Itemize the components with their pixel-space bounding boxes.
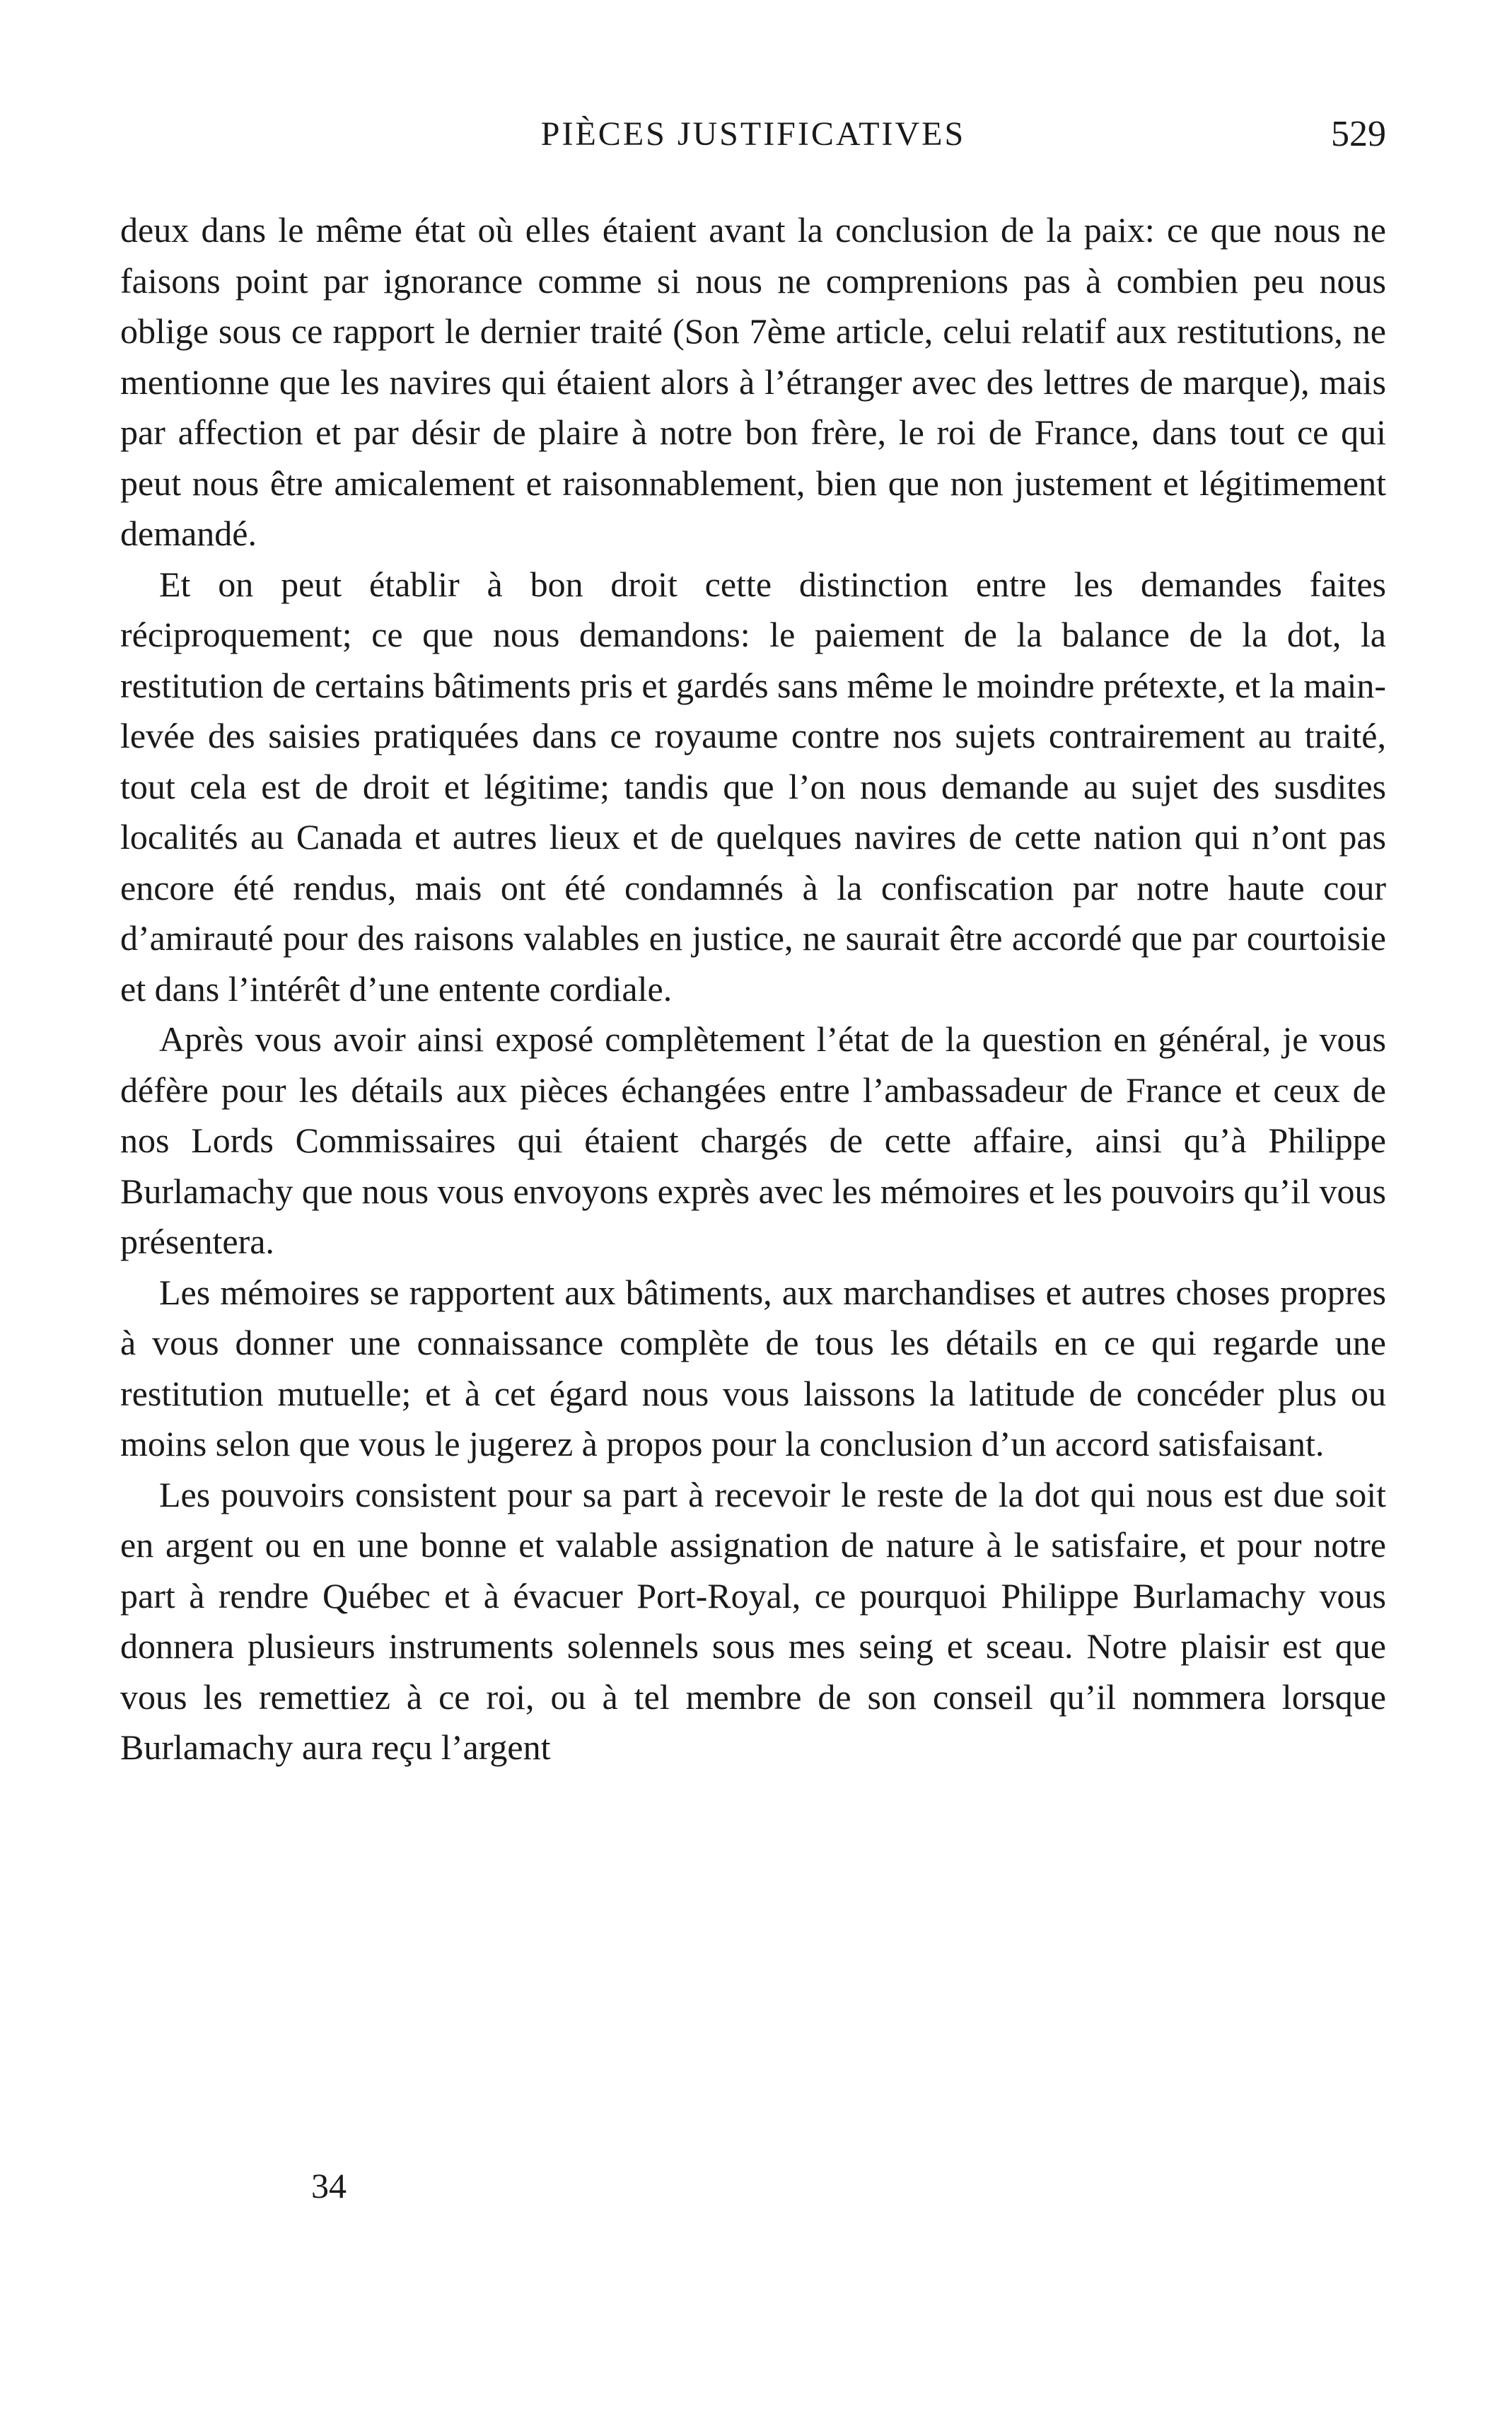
paragraph: Après vous avoir ainsi exposé complètement l’état de la question en général, je vous défère pour les détails aux pièces échangées entre l’ambassadeur de France et ceux de nos Lords Commissaires qui étaient chargés de cette affaire, ainsi qu’à Philippe Burlamachy que nous vous envoyons exprès avec les mémoires et les pouvoirs qu’il vous présentera. [120,1019,1386,1261]
paragraph: Les mémoires se rapportent aux bâtiments, aux marchandises et autres choses propres à vous donner une connaissance complète de tous les détails en ce qui regarde une restitution mutuelle; et à cet égard nous vous laissons la latitude de concéder plus ou moins selon que vous le jugerez à propos pour la conclusion d’un accord satisfaisant. [120,1272,1386,1463]
page-number: 529 [1331,114,1386,154]
paragraph: Et on peut établir à bon droit cette distinction entre les demandes faites réciproquement; ce que nous demandons: le paiement de la balance de la dot, la restitution de certains bâtiments pris et gardés sans même le moindre prétexte, et la main-levée des saisies pratiquées dans ce royaume contre nos sujets contrairement au traité, tout cela est de droit et légitime; tandis que l’on nous demande au sujet des susdites localités au Canada et autres lieux et de quelques navires de cette nation qui n’ont pas encore été rendus, mais ont été condamnés à la confiscation par notre haute cour d’amirauté pour des raisons valables en justice, ne saurait être accordé que par courtoisie et dans l’intérêt d’une entente cordiale. [120,564,1386,1009]
running-title: PIÈCES JUSTIFICATIVES [540,115,966,153]
paragraph-continued: deux dans le même état où elles étaient avant la conclusion de la paix: ce que nous ne faisons point par ignorance comme si nous ne comprenions pas à combien peu nous oblige sous ce rapport le dernier traité (Son 7ème article, celui relatif aux restitutions, ne mentionne que les navires qui étaient alors à l’étranger avec des lettres de marque), mais par affection et par désir de plaire à notre bon frère, le roi de France, dans tout ce qui peut nous être amicalement et raisonnablement, bien que non justement et légitimement demandé. [120,210,1386,553]
printer-signature-mark: 34 [311,2166,347,2206]
paragraph: Les pouvoirs consistent pour sa part à recevoir le reste de la dot qui nous est due soit en argent ou en une bonne et valable assignation de nature à le satisfaire, et pour notre part à rendre Québec et à évacuer Port-Royal, ce pourquoi Philippe Burlamachy vous donnera plusieurs instruments solennels sous mes seing et sceau. Notre plaisir est que vous les remettiez à ce roi, ou à tel membre de son conseil qu’il nommera lorsque Burlamachy aura reçu l’argent [120,1474,1386,1767]
running-header [120,110,1386,159]
body-text [120,205,1386,1773]
